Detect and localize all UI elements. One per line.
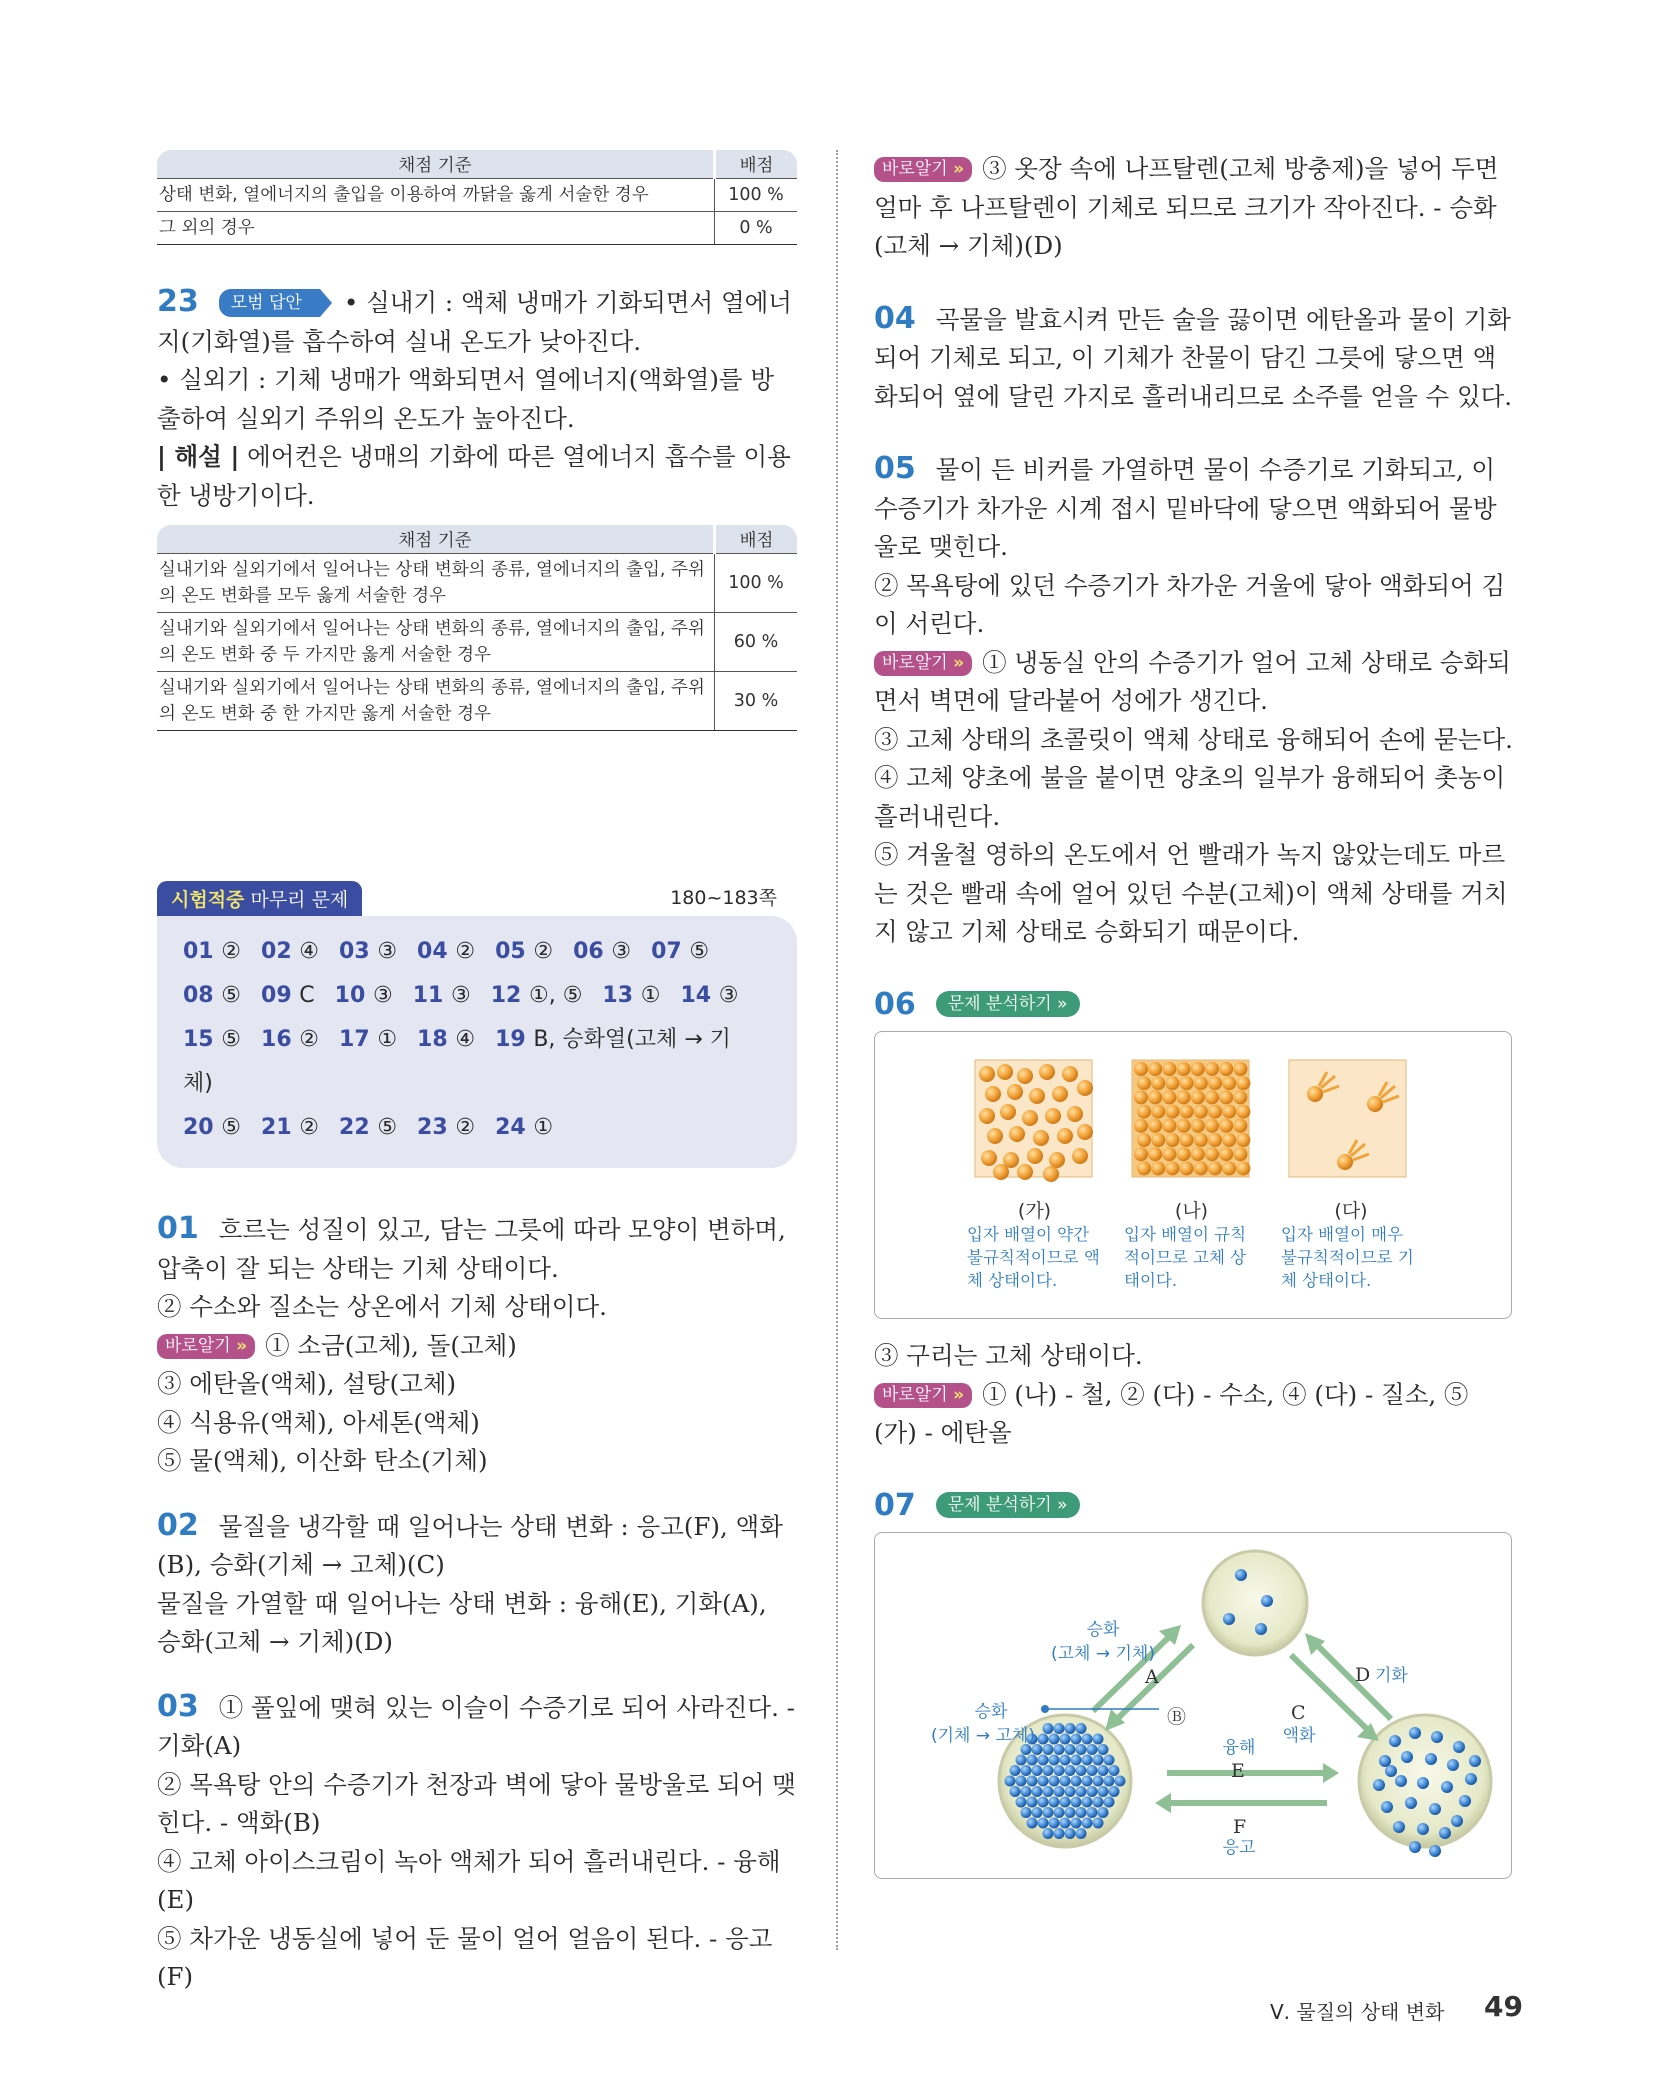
answer-04 — [874, 300, 1514, 417]
question-number: 05 — [874, 451, 916, 486]
answer-key-item: 16 ② — [261, 1027, 320, 1052]
analysis-badge: 문제 분석하기 » — [936, 991, 1080, 1017]
answer-text: ⑤ 물(액체), 이산화 탄소(기체) — [157, 1446, 488, 1475]
gas-panel — [1289, 1060, 1406, 1177]
table-cell: 100 % — [715, 554, 798, 613]
table-row — [157, 613, 797, 672]
answer-key-item: 07 ⑤ — [651, 939, 710, 964]
melting-label: 융해 — [1222, 1738, 1256, 1758]
answer-text: ① 풀잎에 맺혀 있는 이슬이 수증기로 되어 사라진다. - 기화(A) — [157, 1692, 795, 1760]
table-row — [157, 179, 797, 212]
table-cell: 60 % — [715, 613, 798, 672]
scoring-table-23 — [157, 525, 797, 731]
answer-key-item: 19 B, 승화열(고체 → 기체) — [183, 1027, 731, 1096]
check-badge: 바로알기 » — [874, 651, 972, 676]
answer-text: ② 목욕탕에 있던 수증기가 차가운 거울에 닿아 액화되어 김이 서린다. — [874, 570, 1506, 638]
final-test-header: 시험적중 마무리 문제 — [157, 881, 362, 916]
final-test-section — [157, 881, 797, 1168]
answer-07 — [874, 1487, 1514, 1880]
table-header-criteria: 채점 기준 — [157, 525, 715, 554]
deposition-label: (기체 → 고체) — [930, 1726, 1036, 1746]
answer-text: • 실내기 : 액체 냉매가 기화되면서 열에너지(기화열)를 흡수하여 실내 온도가 낮아진다. — [157, 288, 792, 356]
answer-text: 곡물을 발효시켜 만든 술을 끓이면 에탄올과 물이 기화되어 기체로 되고, 이 기체가 찬물이 담긴 그릇에 닿으면 액화되어 옆에 달린 가지로 흘러내리므로 소주를 얻을 수 있다. — [874, 304, 1513, 411]
answer-05 — [874, 450, 1514, 952]
table-cell: 0 % — [715, 212, 798, 245]
question-number: 06 — [874, 986, 916, 1022]
answer-text: 물이 든 비커를 가열하면 물이 수증기로 기화되고, 이 수증기가 차가운 시계 접시 밑바닥에 닿으면 액화되어 물방울로 맺힌다. — [874, 455, 1497, 561]
panel-caption: (나) 입자 배열이 규칙적이므로 고체 상태이다. — [1124, 1200, 1247, 1290]
answer-text: ① 냉동실 안의 수증기가 얼어 고체 상태로 승화되면서 벽면에 달라붙어 성에가 생긴다. — [874, 647, 1511, 715]
answer-key-item: 17 ① — [339, 1027, 398, 1052]
letter-c: C — [1291, 1702, 1306, 1724]
letter-e: E — [1231, 1760, 1245, 1782]
table-cell: 실내기와 실외기에서 일어나는 상태 변화의 종류, 열에너지의 출입, 주위의 온도 변화 중 두 가지만 옳게 서술한 경우 — [157, 613, 715, 672]
state-change-diagram — [875, 1533, 1511, 1878]
answer-text: ③ 에탄올(액체), 설탕(고체) — [157, 1369, 457, 1398]
panel-caption: (가) 입자 배열이 약간 불규칙적이므로 액체 상태이다. — [967, 1200, 1100, 1290]
explanation-text: 에어컨은 냉매의 기화에 따른 열에너지 흡수를 이용한 냉방기이다. — [157, 442, 791, 510]
table-header-criteria: 채점 기준 — [157, 150, 715, 179]
sublimation-label: 승화 — [1086, 1620, 1120, 1640]
table-cell: 그 외의 경우 — [157, 212, 715, 245]
right-column — [874, 150, 1514, 1879]
answer-key-item: 04 ② — [417, 939, 476, 964]
answer-text: ③ 구리는 고체 상태이다. — [874, 1341, 1143, 1370]
chapter-footer: Ⅴ. 물질의 상태 변화 — [1270, 2000, 1445, 2024]
check-badge: 바로알기 » — [157, 1334, 255, 1359]
page-number: 49 — [1484, 1990, 1523, 2023]
letter-a: A — [1145, 1666, 1159, 1688]
answer-text: ⑤ 차가운 냉동실에 넣어 둔 물이 얼어 얼음이 된다. - 응고(F) — [157, 1923, 773, 1991]
answer-text: ④ 고체 아이스크림이 녹아 액체가 되어 흘러내린다. - 융해(E) — [157, 1846, 781, 1914]
answer-01 — [157, 1210, 797, 1481]
answer-key-row — [183, 930, 771, 974]
gas-circle — [1203, 1551, 1307, 1655]
column-divider — [836, 150, 838, 1950]
answer-key-item: 02 ④ — [261, 939, 320, 964]
sublimation-label: (고체 → 기체) — [1050, 1644, 1156, 1664]
model-answer-badge: 모범 답안 — [219, 289, 320, 317]
explanation-label: | 해설 | — [157, 442, 240, 471]
answer-text: • 실외기 : 기체 냉매가 액화되면서 열에너지(액화열)를 방출하여 실외기 주위의 온도가 높아진다. — [157, 365, 775, 433]
check-badge: 바로알기 » — [874, 1383, 972, 1408]
answer-key-item: 06 ③ — [573, 939, 632, 964]
answer-02 — [157, 1507, 797, 1662]
answer-key-item: 13 ① — [602, 983, 661, 1008]
answer-text: ④ 고체 양초에 불을 붙이면 양초의 일부가 융해되어 촛농이 흘러내린다. — [874, 763, 1506, 831]
answer-key-item: 08 ⑤ — [183, 983, 242, 1008]
page-range: 180~183쪽 — [670, 887, 777, 909]
freezing-label: 응고 — [1222, 1838, 1256, 1858]
question-number: 01 — [157, 1211, 199, 1246]
answer-key-item: 12 ①, ⑤ — [490, 983, 583, 1008]
answer-key-item: 01 ② — [183, 939, 242, 964]
scoring-table-22 — [157, 150, 797, 245]
vaporization-label: 기화 — [1375, 1666, 1408, 1686]
letter-d: D — [1355, 1664, 1371, 1686]
table-header-points: 배점 — [715, 150, 798, 179]
liquid-panel — [975, 1060, 1093, 1182]
answer-06 — [874, 986, 1514, 1453]
answer-text: ④ 식용유(액체), 아세톤(액체) — [157, 1407, 480, 1437]
particle-arrangement-illustration — [875, 1032, 1511, 1192]
panel-caption: (다) 입자 배열이 매우 불규칙적이므로 기체 상태이다. — [1281, 1200, 1414, 1290]
answer-key-item: 18 ④ — [417, 1027, 476, 1052]
answer-key-item: 14 ③ — [680, 983, 739, 1008]
answer-key-item: 11 ③ — [412, 983, 471, 1008]
letter-f: F — [1233, 1816, 1247, 1838]
letter-b: Ⓑ — [1167, 1706, 1187, 1728]
deposition-label: 승화 — [974, 1702, 1008, 1722]
analysis-badge: 문제 분석하기 » — [936, 1492, 1080, 1518]
check-badge: 바로알기 » — [874, 157, 972, 182]
answer-text: ③ 고체 상태의 초콜릿이 액체 상태로 융해되어 손에 묻는다. — [874, 724, 1513, 754]
answer-text: 물질을 가열할 때 일어나는 상태 변화 : 융해(E), 기화(A), 승화(고체 → 기체)(D) — [157, 1588, 767, 1656]
answer-text: ③ 옷장 속에 나프탈렌(고체 방충제)을 넣어 두면 얼마 후 나프탈렌이 기체로 되므로 크기가 작아진다. - 승화(고체 → 기체)(D) — [874, 154, 1499, 260]
question-number: 04 — [874, 300, 916, 336]
table-row — [157, 554, 797, 613]
answer-key-item: 24 ① — [495, 1115, 554, 1140]
table-row — [157, 672, 797, 731]
answer-key-row — [183, 974, 771, 1018]
answer-key-row — [183, 1018, 771, 1106]
answer-key-row — [183, 1106, 771, 1150]
table-cell: 상태 변화, 열에너지의 출입을 이용하여 까닭을 옳게 서술한 경우 — [157, 179, 715, 212]
answer-key-item: 22 ⑤ — [339, 1115, 398, 1140]
state-change-diagram-box — [874, 1532, 1512, 1879]
answer-key-item: 15 ⑤ — [183, 1027, 242, 1052]
answer-key-item: 05 ② — [495, 939, 554, 964]
question-number: 23 — [157, 284, 199, 319]
table-cell: 실내기와 실외기에서 일어나는 상태 변화의 종류, 열에너지의 출입, 주위의 온도 변화 중 한 가지만 옳게 서술한 경우 — [157, 672, 715, 731]
answer-key-item: 09 C — [261, 983, 315, 1008]
answer-text: ① 소금(고체), 돌(고체) — [265, 1330, 517, 1360]
table-cell: 30 % — [715, 672, 798, 731]
answer-key-item: 10 ③ — [334, 983, 393, 1008]
answer-03 — [157, 1688, 797, 1997]
answer-key-item: 21 ② — [261, 1115, 320, 1140]
condensation-label: 액화 — [1282, 1726, 1316, 1746]
table-cell: 100 % — [715, 179, 798, 212]
left-column — [157, 150, 797, 1997]
answer-text: ② 목욕탕 안의 수증기가 천장과 벽에 닿아 물방울로 되어 맺힌다. - 액화(B) — [157, 1769, 796, 1837]
answer-text: 물질을 냉각할 때 일어나는 상태 변화 : 응고(F), 액화(B), 승화(기체 → 고체)(C) — [157, 1511, 783, 1579]
answer-key-box — [157, 916, 797, 1168]
table-header-points: 배점 — [715, 525, 798, 554]
particle-figure — [874, 1031, 1512, 1319]
solid-panel — [1132, 1060, 1250, 1177]
answer-text: ② 수소와 질소는 상온에서 기체 상태이다. — [157, 1292, 607, 1321]
answer-23 — [157, 283, 797, 515]
table-cell: 실내기와 실외기에서 일어나는 상태 변화의 종류, 열에너지의 출입, 주위의 온도 변화를 모두 옳게 서술한 경우 — [157, 554, 715, 613]
answer-text: ⑤ 겨울철 영하의 온도에서 언 빨래가 녹지 않았는데도 마르는 것은 빨래 속에 얼어 있던 수분(고체)이 액체 상태를 거치지 않고 기체 상태로 승화되기 때문이다. — [874, 840, 1508, 946]
question-number: 07 — [874, 1487, 916, 1523]
answer-text: ① (나) - 철, ② (다) - 수소, ④ (다) - 질소, ⑤ (가) - 에탄올 — [874, 1379, 1469, 1447]
table-row — [157, 212, 797, 245]
question-number: 02 — [157, 1507, 199, 1543]
answer-key-item: 03 ③ — [339, 939, 398, 964]
answer-key-item: 20 ⑤ — [183, 1115, 242, 1140]
answer-text: 흐르는 성질이 있고, 담는 그릇에 따라 모양이 변하며, 압축이 잘 되는 상태는 기체 상태이다. — [157, 1215, 786, 1283]
question-number: 03 — [157, 1688, 199, 1724]
answer-key-item: 23 ② — [417, 1115, 476, 1140]
